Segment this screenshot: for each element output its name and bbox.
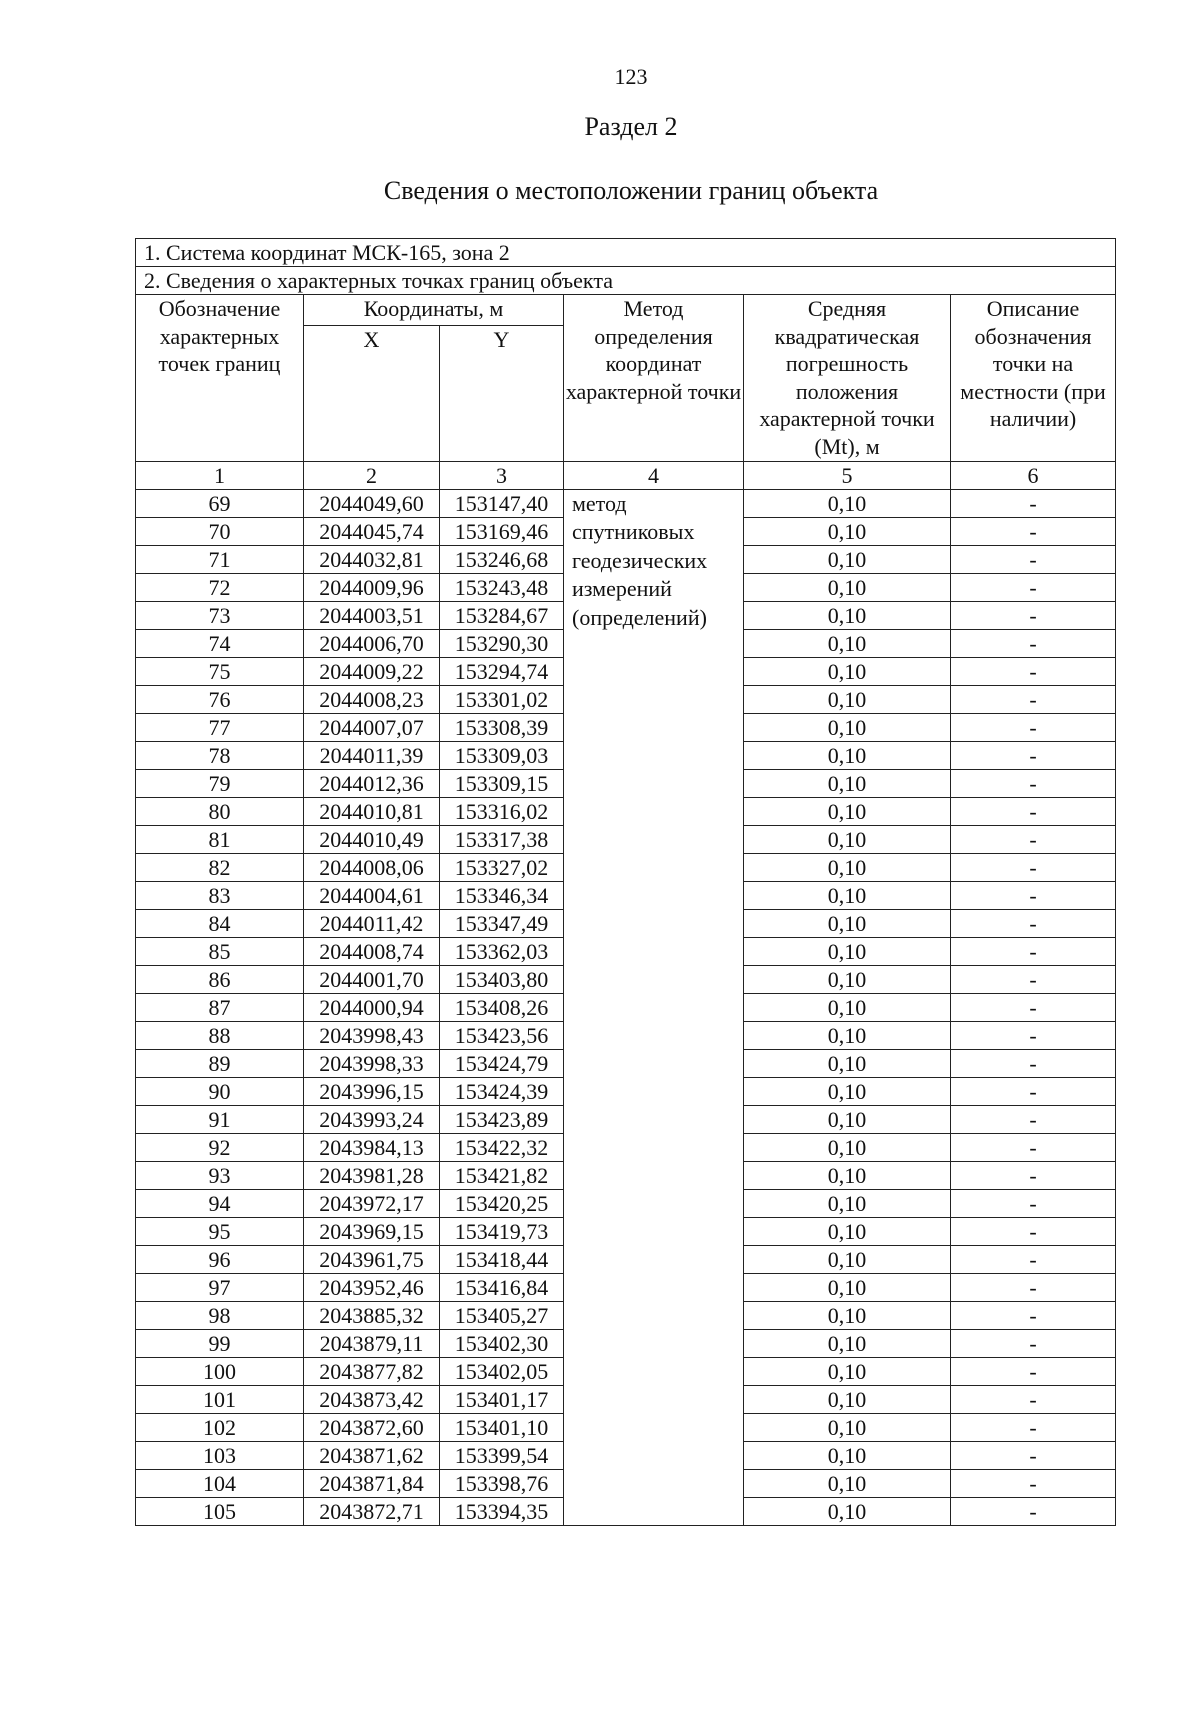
description-cell: - — [951, 629, 1116, 657]
x-cell: 2043872,71 — [304, 1497, 440, 1525]
y-cell: 153308,39 — [440, 713, 564, 741]
description-cell: - — [951, 601, 1116, 629]
page-number: 123 — [614, 64, 648, 89]
x-cell: 2043871,84 — [304, 1469, 440, 1497]
x-cell: 2044049,60 — [304, 489, 440, 517]
y-cell: 153401,10 — [440, 1413, 564, 1441]
description-cell: - — [951, 1021, 1116, 1049]
y-cell: 153301,02 — [440, 685, 564, 713]
column-number: 3 — [440, 461, 564, 489]
point-cell: 105 — [136, 1497, 304, 1525]
x-cell: 2044008,74 — [304, 937, 440, 965]
y-cell: 153402,05 — [440, 1357, 564, 1385]
y-cell: 153402,30 — [440, 1329, 564, 1357]
description-cell: - — [951, 517, 1116, 545]
point-cell: 104 — [136, 1469, 304, 1497]
description-cell: - — [951, 993, 1116, 1021]
error-cell: 0,10 — [744, 881, 951, 909]
description-cell: - — [951, 685, 1116, 713]
y-cell: 153362,03 — [440, 937, 564, 965]
point-cell: 102 — [136, 1413, 304, 1441]
y-cell: 153424,79 — [440, 1049, 564, 1077]
point-cell: 92 — [136, 1133, 304, 1161]
point-cell: 78 — [136, 741, 304, 769]
x-cell: 2043984,13 — [304, 1133, 440, 1161]
error-cell: 0,10 — [744, 1189, 951, 1217]
y-cell: 153346,34 — [440, 881, 564, 909]
description-cell: - — [951, 1385, 1116, 1413]
y-cell: 153424,39 — [440, 1077, 564, 1105]
error-cell: 0,10 — [744, 1273, 951, 1301]
x-cell: 2044008,06 — [304, 853, 440, 881]
error-cell: 0,10 — [744, 713, 951, 741]
point-cell: 84 — [136, 909, 304, 937]
description-cell: - — [951, 573, 1116, 601]
error-cell: 0,10 — [744, 1049, 951, 1077]
description-cell: - — [951, 1441, 1116, 1469]
x-cell: 2044012,36 — [304, 769, 440, 797]
point-cell: 81 — [136, 825, 304, 853]
x-cell: 2043871,62 — [304, 1441, 440, 1469]
point-cell: 89 — [136, 1049, 304, 1077]
error-cell: 0,10 — [744, 657, 951, 685]
y-cell: 153147,40 — [440, 489, 564, 517]
description-cell: - — [951, 769, 1116, 797]
error-cell: 0,10 — [744, 741, 951, 769]
table-row — [136, 489, 1116, 517]
error-cell: 0,10 — [744, 797, 951, 825]
point-cell: 95 — [136, 1217, 304, 1245]
description-header: Описание обозначения точки на местности (при наличии) — [951, 295, 1116, 462]
y-cell: 153317,38 — [440, 825, 564, 853]
column-number: 6 — [951, 461, 1116, 489]
section-title: Раздел 2 — [584, 112, 678, 141]
point-cell: 96 — [136, 1245, 304, 1273]
x-cell: 2044009,22 — [304, 657, 440, 685]
column-number: 5 — [744, 461, 951, 489]
designation-header: Обозначение характерных точек границ — [136, 295, 304, 462]
description-cell: - — [951, 965, 1116, 993]
method-text-line: метод — [572, 490, 627, 516]
method-text-line: (определений) — [572, 604, 707, 630]
description-cell: - — [951, 1049, 1116, 1077]
description-cell: - — [951, 1301, 1116, 1329]
description-cell: - — [951, 909, 1116, 937]
description-cell: - — [951, 489, 1116, 517]
point-cell: 85 — [136, 937, 304, 965]
column-number: 4 — [564, 461, 744, 489]
description-cell: - — [951, 797, 1116, 825]
y-cell: 153418,44 — [440, 1245, 564, 1273]
points-caption-row — [136, 267, 1116, 295]
y-cell: 153419,73 — [440, 1217, 564, 1245]
error-cell: 0,10 — [744, 1441, 951, 1469]
point-cell: 93 — [136, 1161, 304, 1189]
error-cell: 0,10 — [744, 629, 951, 657]
error-cell: 0,10 — [744, 937, 951, 965]
x-cell: 2044003,51 — [304, 601, 440, 629]
point-cell: 70 — [136, 517, 304, 545]
x-cell: 2043969,15 — [304, 1217, 440, 1245]
description-cell: - — [951, 1273, 1116, 1301]
description-cell: - — [951, 1329, 1116, 1357]
description-cell: - — [951, 825, 1116, 853]
y-cell: 153327,02 — [440, 853, 564, 881]
y-cell: 153316,02 — [440, 797, 564, 825]
point-cell: 94 — [136, 1189, 304, 1217]
y-cell: 153420,25 — [440, 1189, 564, 1217]
x-cell: 2043981,28 — [304, 1161, 440, 1189]
x-header: X — [304, 325, 440, 461]
error-cell: 0,10 — [744, 1245, 951, 1273]
point-cell: 79 — [136, 769, 304, 797]
point-cell: 72 — [136, 573, 304, 601]
error-cell: 0,10 — [744, 1469, 951, 1497]
description-cell: - — [951, 1105, 1116, 1133]
y-cell: 153422,32 — [440, 1133, 564, 1161]
x-cell: 2044010,49 — [304, 825, 440, 853]
point-cell: 74 — [136, 629, 304, 657]
x-cell: 2044011,42 — [304, 909, 440, 937]
description-cell: - — [951, 1161, 1116, 1189]
x-cell: 2043885,32 — [304, 1301, 440, 1329]
error-cell: 0,10 — [744, 1217, 951, 1245]
error-cell: 0,10 — [744, 1161, 951, 1189]
point-cell: 98 — [136, 1301, 304, 1329]
description-cell: - — [951, 853, 1116, 881]
y-cell: 153423,56 — [440, 1021, 564, 1049]
y-cell: 153403,80 — [440, 965, 564, 993]
error-cell: 0,10 — [744, 1413, 951, 1441]
x-cell: 2044010,81 — [304, 797, 440, 825]
point-cell: 101 — [136, 1385, 304, 1413]
description-cell: - — [951, 1497, 1116, 1525]
point-cell: 91 — [136, 1105, 304, 1133]
description-cell: - — [951, 1357, 1116, 1385]
error-cell: 0,10 — [744, 601, 951, 629]
point-cell: 90 — [136, 1077, 304, 1105]
y-cell: 153284,67 — [440, 601, 564, 629]
y-cell: 153398,76 — [440, 1469, 564, 1497]
y-cell: 153290,30 — [440, 629, 564, 657]
x-cell: 2043879,11 — [304, 1329, 440, 1357]
y-cell: 153399,54 — [440, 1441, 564, 1469]
error-cell: 0,10 — [744, 965, 951, 993]
error-cell: 0,10 — [744, 1105, 951, 1133]
point-cell: 80 — [136, 797, 304, 825]
point-cell: 99 — [136, 1329, 304, 1357]
error-cell: 0,10 — [744, 573, 951, 601]
y-cell: 153421,82 — [440, 1161, 564, 1189]
x-cell: 2044007,07 — [304, 713, 440, 741]
point-cell: 82 — [136, 853, 304, 881]
description-cell: - — [951, 545, 1116, 573]
x-cell: 2044008,23 — [304, 685, 440, 713]
x-cell: 2043952,46 — [304, 1273, 440, 1301]
coordinate-system-row — [136, 239, 1116, 267]
error-cell: 0,10 — [744, 1385, 951, 1413]
y-cell: 153309,15 — [440, 769, 564, 797]
error-cell: 0,10 — [744, 517, 951, 545]
description-cell: - — [951, 881, 1116, 909]
y-cell: 153294,74 — [440, 657, 564, 685]
error-header: Средняя квадратическая погрешность положения характерной точки (Mt), м — [744, 295, 951, 462]
error-cell: 0,10 — [744, 685, 951, 713]
x-cell: 2043873,42 — [304, 1385, 440, 1413]
error-cell: 0,10 — [744, 1021, 951, 1049]
method-text-line: спутниковых — [572, 519, 695, 545]
y-cell: 153408,26 — [440, 993, 564, 1021]
description-cell: - — [951, 1077, 1116, 1105]
method-text-line: геодезических — [572, 547, 708, 573]
x-cell: 2043996,15 — [304, 1077, 440, 1105]
point-cell: 76 — [136, 685, 304, 713]
point-cell: 75 — [136, 657, 304, 685]
description-cell: - — [951, 1217, 1116, 1245]
description-cell: - — [951, 741, 1116, 769]
point-cell: 87 — [136, 993, 304, 1021]
error-cell: 0,10 — [744, 1077, 951, 1105]
description-cell: - — [951, 1413, 1116, 1441]
x-cell: 2044000,94 — [304, 993, 440, 1021]
description-cell: - — [951, 1189, 1116, 1217]
x-cell: 2044006,70 — [304, 629, 440, 657]
y-cell: 153347,49 — [440, 909, 564, 937]
x-cell: 2043998,43 — [304, 1021, 440, 1049]
x-cell: 2043972,17 — [304, 1189, 440, 1217]
y-cell: 153423,89 — [440, 1105, 564, 1133]
error-cell: 0,10 — [744, 853, 951, 881]
description-cell: - — [951, 657, 1116, 685]
point-cell: 86 — [136, 965, 304, 993]
point-cell: 71 — [136, 545, 304, 573]
point-cell: 100 — [136, 1357, 304, 1385]
error-cell: 0,10 — [744, 1301, 951, 1329]
column-number: 2 — [304, 461, 440, 489]
y-cell: 153416,84 — [440, 1273, 564, 1301]
x-cell: 2044004,61 — [304, 881, 440, 909]
point-cell: 103 — [136, 1441, 304, 1469]
y-cell: 153246,68 — [440, 545, 564, 573]
error-cell: 0,10 — [744, 1133, 951, 1161]
x-cell: 2043872,60 — [304, 1413, 440, 1441]
point-cell: 73 — [136, 601, 304, 629]
y-cell: 153401,17 — [440, 1385, 564, 1413]
error-cell: 0,10 — [744, 909, 951, 937]
description-cell: - — [951, 1469, 1116, 1497]
error-cell: 0,10 — [744, 489, 951, 517]
column-number: 1 — [136, 461, 304, 489]
x-cell: 2044009,96 — [304, 573, 440, 601]
description-cell: - — [951, 1245, 1116, 1273]
y-cell: 153243,48 — [440, 573, 564, 601]
x-cell: 2043877,82 — [304, 1357, 440, 1385]
y-cell: 153394,35 — [440, 1497, 564, 1525]
x-cell: 2043961,75 — [304, 1245, 440, 1273]
document-title: Сведения о местоположении границ объекта — [383, 176, 879, 205]
error-cell: 0,10 — [744, 769, 951, 797]
error-cell: 0,10 — [744, 1357, 951, 1385]
coordinates-header: Координаты, м — [304, 295, 564, 326]
x-cell: 2043993,24 — [304, 1105, 440, 1133]
y-header: Y — [440, 325, 564, 461]
point-cell: 88 — [136, 1021, 304, 1049]
point-cell: 69 — [136, 489, 304, 517]
points-caption-label: 2. Сведения о характерных точках границ объекта — [136, 267, 1116, 295]
x-cell: 2044032,81 — [304, 545, 440, 573]
boundary-points-table — [135, 238, 1116, 1526]
column-numbers-row — [136, 461, 1116, 489]
method-cell — [564, 489, 744, 1525]
error-cell: 0,10 — [744, 545, 951, 573]
error-cell: 0,10 — [744, 1329, 951, 1357]
description-cell: - — [951, 713, 1116, 741]
x-cell: 2044011,39 — [304, 741, 440, 769]
method-header: Метод определения координат характерной точки — [564, 295, 744, 462]
error-cell: 0,10 — [744, 993, 951, 1021]
description-cell: - — [951, 1133, 1116, 1161]
method-text-line: измерений — [572, 576, 672, 602]
y-cell: 153309,03 — [440, 741, 564, 769]
error-cell: 0,10 — [744, 1497, 951, 1525]
coordinate-system-label: 1. Система координат МСК-165, зона 2 — [136, 239, 1116, 267]
y-cell: 153405,27 — [440, 1301, 564, 1329]
point-cell: 83 — [136, 881, 304, 909]
y-cell: 153169,46 — [440, 517, 564, 545]
description-cell: - — [951, 937, 1116, 965]
x-cell: 2044045,74 — [304, 517, 440, 545]
point-cell: 77 — [136, 713, 304, 741]
x-cell: 2043998,33 — [304, 1049, 440, 1077]
point-cell: 97 — [136, 1273, 304, 1301]
column-header-row — [136, 295, 1116, 326]
x-cell: 2044001,70 — [304, 965, 440, 993]
error-cell: 0,10 — [744, 825, 951, 853]
